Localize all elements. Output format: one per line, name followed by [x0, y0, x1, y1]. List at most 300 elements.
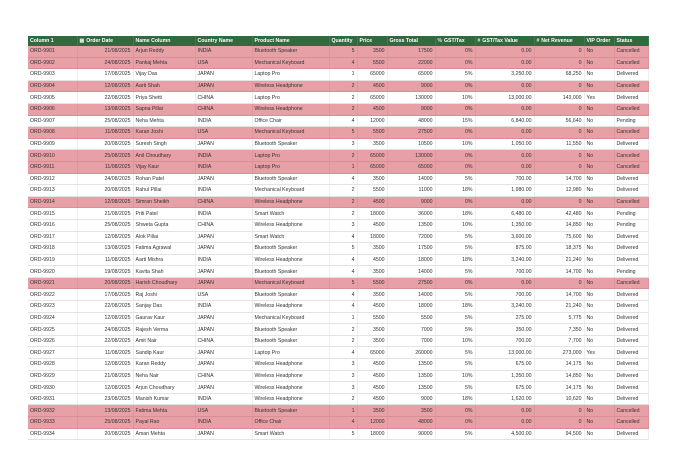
table-row[interactable]	[28, 115, 648, 127]
cell-net-revenue[interactable]: 21,240	[534, 254, 584, 266]
cell-price[interactable]: 12000	[357, 115, 387, 127]
cell-price[interactable]: 18000	[357, 428, 387, 440]
cell-gst-value[interactable]: 0.00	[475, 103, 534, 115]
cell-status[interactable]: Delivered	[614, 69, 648, 81]
cell-customer-name[interactable]: Rahul Pillai	[133, 185, 195, 197]
cell-gst-value[interactable]: 0.00	[475, 417, 534, 429]
cell-order-date[interactable]: 20/08/2025	[77, 138, 133, 150]
cell-order-id[interactable]: ORD-9903	[28, 69, 77, 81]
cell-gst-value[interactable]: 875.00	[475, 243, 534, 255]
cell-quantity[interactable]: 2	[329, 335, 357, 347]
cell-country[interactable]: INDIA	[195, 417, 252, 429]
cell-order-id[interactable]: ORD-9919	[28, 254, 77, 266]
cell-country[interactable]: JAPAN	[195, 266, 252, 278]
table-row[interactable]	[28, 347, 648, 359]
cell-customer-name[interactable]: Karan Reddy	[133, 359, 195, 371]
cell-quantity[interactable]: 4	[329, 417, 357, 429]
cell-status[interactable]: Delivered	[614, 185, 648, 197]
header-customer-name[interactable]	[133, 36, 195, 46]
cell-gst-value[interactable]: 675.00	[475, 382, 534, 394]
cell-gst-rate[interactable]: 0%	[435, 405, 475, 417]
cell-vip-order[interactable]: Yes	[584, 347, 614, 359]
cell-price[interactable]: 65000	[357, 150, 387, 162]
cell-quantity[interactable]: 5	[329, 243, 357, 255]
cell-product[interactable]: Wireless Headphone	[252, 359, 329, 371]
cell-price[interactable]: 4500	[357, 370, 387, 382]
header-status[interactable]	[614, 36, 648, 46]
cell-gst-rate[interactable]: 0%	[435, 277, 475, 289]
cell-gross-total[interactable]: 65000	[387, 161, 435, 173]
cell-order-id[interactable]: ORD-9915	[28, 208, 77, 220]
cell-country[interactable]: USA	[195, 289, 252, 301]
table-row[interactable]	[28, 161, 648, 173]
cell-gross-total[interactable]: 9000	[387, 196, 435, 208]
cell-status[interactable]: Delivered	[614, 231, 648, 243]
cell-customer-name[interactable]: Aarti Mishra	[133, 254, 195, 266]
cell-country[interactable]: JAPAN	[195, 347, 252, 359]
cell-quantity[interactable]: 4	[329, 231, 357, 243]
cell-order-id[interactable]: ORD-9907	[28, 115, 77, 127]
header-price[interactable]	[357, 36, 387, 46]
table-row[interactable]	[28, 301, 648, 313]
cell-order-id[interactable]: ORD-9929	[28, 370, 77, 382]
cell-quantity[interactable]: 2	[329, 92, 357, 104]
header-net-revenue[interactable]	[534, 36, 584, 46]
cell-product[interactable]: Wireless Headphone	[252, 393, 329, 405]
cell-net-revenue[interactable]: 14,175	[534, 359, 584, 371]
cell-gross-total[interactable]: 10500	[387, 138, 435, 150]
cell-net-revenue[interactable]: 14,700	[534, 173, 584, 185]
cell-vip-order[interactable]: No	[584, 243, 614, 255]
table-row[interactable]	[28, 127, 648, 139]
cell-gross-total[interactable]: 3500	[387, 405, 435, 417]
header-vip-order[interactable]	[584, 36, 614, 46]
cell-gst-value[interactable]: 700.00	[475, 289, 534, 301]
cell-order-date[interactable]: 12/08/2025	[77, 196, 133, 208]
cell-price[interactable]: 3500	[357, 46, 387, 57]
table-row[interactable]	[28, 150, 648, 162]
cell-net-revenue[interactable]: 14,700	[534, 266, 584, 278]
cell-gst-rate[interactable]: 0%	[435, 161, 475, 173]
cell-gst-value[interactable]: 0.00	[475, 150, 534, 162]
cell-order-date[interactable]: 25/08/2025	[77, 115, 133, 127]
cell-gst-value[interactable]: 350.00	[475, 324, 534, 336]
cell-status[interactable]: Delivered	[614, 347, 648, 359]
cell-customer-name[interactable]: Amit Nair	[133, 335, 195, 347]
cell-status[interactable]: Delivered	[614, 312, 648, 324]
cell-quantity[interactable]: 1	[329, 312, 357, 324]
cell-order-date[interactable]: 24/08/2025	[77, 324, 133, 336]
cell-net-revenue[interactable]: 0	[534, 277, 584, 289]
cell-gst-rate[interactable]: 5%	[435, 312, 475, 324]
cell-vip-order[interactable]: No	[584, 208, 614, 220]
cell-country[interactable]: JAPAN	[195, 428, 252, 440]
cell-gst-value[interactable]: 700.00	[475, 173, 534, 185]
cell-quantity[interactable]: 4	[329, 254, 357, 266]
cell-gst-rate[interactable]: 10%	[435, 92, 475, 104]
cell-quantity[interactable]: 2	[329, 150, 357, 162]
cell-status[interactable]: Delivered	[614, 335, 648, 347]
cell-product[interactable]: Laptop Pro	[252, 69, 329, 81]
cell-price[interactable]: 3500	[357, 266, 387, 278]
cell-price[interactable]: 5500	[357, 127, 387, 139]
cell-vip-order[interactable]: No	[584, 289, 614, 301]
cell-gst-rate[interactable]: 5%	[435, 69, 475, 81]
cell-order-id[interactable]: ORD-9914	[28, 196, 77, 208]
cell-vip-order[interactable]: No	[584, 405, 614, 417]
cell-quantity[interactable]: 1	[329, 405, 357, 417]
cell-customer-name[interactable]: Shweta Gupta	[133, 219, 195, 231]
cell-order-id[interactable]: ORD-9910	[28, 150, 77, 162]
cell-vip-order[interactable]: No	[584, 277, 614, 289]
cell-status[interactable]: Cancelled	[614, 150, 648, 162]
cell-gross-total[interactable]: 7000	[387, 324, 435, 336]
cell-status[interactable]: Cancelled	[614, 127, 648, 139]
cell-product[interactable]: Bluetooth Speaker	[252, 138, 329, 150]
table-row[interactable]	[28, 289, 648, 301]
cell-price[interactable]: 4500	[357, 196, 387, 208]
cell-price[interactable]: 3500	[357, 405, 387, 417]
cell-price[interactable]: 3500	[357, 173, 387, 185]
cell-gst-value[interactable]: 675.00	[475, 359, 534, 371]
cell-order-date[interactable]: 22/08/2025	[77, 301, 133, 313]
cell-country[interactable]: USA	[195, 127, 252, 139]
cell-order-id[interactable]: ORD-9923	[28, 301, 77, 313]
cell-gross-total[interactable]: 65000	[387, 69, 435, 81]
cell-order-date[interactable]: 12/08/2025	[77, 359, 133, 371]
cell-gst-rate[interactable]: 10%	[435, 219, 475, 231]
cell-status[interactable]: Cancelled	[614, 80, 648, 92]
cell-gst-rate[interactable]: 15%	[435, 115, 475, 127]
cell-price[interactable]: 5500	[357, 57, 387, 69]
cell-customer-name[interactable]: Aarti Shah	[133, 80, 195, 92]
table-row[interactable]	[28, 405, 648, 417]
cell-customer-name[interactable]: Arjun Reddy	[133, 46, 195, 57]
cell-gross-total[interactable]: 27500	[387, 127, 435, 139]
cell-vip-order[interactable]: No	[584, 428, 614, 440]
table-row[interactable]	[28, 324, 648, 336]
cell-gst-rate[interactable]: 0%	[435, 103, 475, 115]
cell-quantity[interactable]: 1	[329, 69, 357, 81]
cell-quantity[interactable]: 4	[329, 266, 357, 278]
cell-country[interactable]: CHINA	[195, 103, 252, 115]
cell-gst-value[interactable]: 0.00	[475, 277, 534, 289]
cell-gst-rate[interactable]: 5%	[435, 359, 475, 371]
cell-country[interactable]: JAPAN	[195, 312, 252, 324]
cell-vip-order[interactable]: No	[584, 359, 614, 371]
cell-order-id[interactable]: ORD-9932	[28, 405, 77, 417]
cell-customer-name[interactable]: Sapna Pillai	[133, 103, 195, 115]
cell-vip-order[interactable]: No	[584, 196, 614, 208]
cell-quantity[interactable]: 3	[329, 370, 357, 382]
cell-price[interactable]: 4500	[357, 393, 387, 405]
cell-status[interactable]: Delivered	[614, 289, 648, 301]
cell-gross-total[interactable]: 14000	[387, 173, 435, 185]
table-row[interactable]	[28, 312, 648, 324]
cell-quantity[interactable]: 2	[329, 103, 357, 115]
cell-customer-name[interactable]: Payal Rao	[133, 417, 195, 429]
cell-price[interactable]: 4500	[357, 219, 387, 231]
cell-product[interactable]: Mechanical Keyboard	[252, 127, 329, 139]
cell-country[interactable]: CHINA	[195, 196, 252, 208]
cell-gst-value[interactable]: 700.00	[475, 335, 534, 347]
cell-status[interactable]: Delivered	[614, 370, 648, 382]
cell-vip-order[interactable]: No	[584, 161, 614, 173]
cell-status[interactable]: Cancelled	[614, 405, 648, 417]
cell-product[interactable]: Laptop Pro	[252, 347, 329, 359]
cell-order-id[interactable]: ORD-9911	[28, 161, 77, 173]
cell-order-date[interactable]: 11/08/2025	[77, 254, 133, 266]
cell-quantity[interactable]: 2	[329, 80, 357, 92]
cell-gross-total[interactable]: 7000	[387, 335, 435, 347]
cell-gross-total[interactable]: 9000	[387, 393, 435, 405]
cell-order-date[interactable]: 13/08/2025	[77, 103, 133, 115]
cell-net-revenue[interactable]: 11,550	[534, 138, 584, 150]
cell-customer-name[interactable]: Simran Sheikh	[133, 196, 195, 208]
cell-gross-total[interactable]: 14000	[387, 289, 435, 301]
cell-vip-order[interactable]: No	[584, 417, 614, 429]
cell-gst-value[interactable]: 6,480.00	[475, 208, 534, 220]
cell-order-id[interactable]: ORD-9902	[28, 57, 77, 69]
cell-product[interactable]: Office Chair	[252, 115, 329, 127]
cell-gross-total[interactable]: 9000	[387, 80, 435, 92]
cell-net-revenue[interactable]: 14,850	[534, 370, 584, 382]
cell-vip-order[interactable]: No	[584, 138, 614, 150]
table-row[interactable]	[28, 80, 648, 92]
cell-vip-order[interactable]: No	[584, 185, 614, 197]
cell-gst-rate[interactable]: 0%	[435, 196, 475, 208]
cell-net-revenue[interactable]: 7,700	[534, 335, 584, 347]
cell-net-revenue[interactable]: 143,000	[534, 92, 584, 104]
cell-country[interactable]: JAPAN	[195, 243, 252, 255]
cell-net-revenue[interactable]: 0	[534, 103, 584, 115]
cell-product[interactable]: Smart Watch	[252, 208, 329, 220]
cell-quantity[interactable]: 2	[329, 324, 357, 336]
cell-country[interactable]: CHINA	[195, 219, 252, 231]
cell-order-date[interactable]: 12/08/2025	[77, 80, 133, 92]
cell-gst-rate[interactable]: 0%	[435, 57, 475, 69]
cell-net-revenue[interactable]: 5,775	[534, 312, 584, 324]
cell-country[interactable]: INDIA	[195, 185, 252, 197]
table-row[interactable]	[28, 138, 648, 150]
cell-quantity[interactable]: 5	[329, 127, 357, 139]
cell-country[interactable]: JAPAN	[195, 80, 252, 92]
cell-quantity[interactable]: 4	[329, 301, 357, 313]
table-row[interactable]	[28, 243, 648, 255]
cell-gst-value[interactable]: 0.00	[475, 161, 534, 173]
header-gst-value[interactable]	[475, 36, 534, 46]
cell-order-date[interactable]: 12/08/2025	[77, 231, 133, 243]
header-gst-rate[interactable]	[435, 36, 475, 46]
cell-net-revenue[interactable]: 10,620	[534, 393, 584, 405]
table-row[interactable]	[28, 231, 648, 243]
cell-order-date[interactable]: 20/08/2025	[77, 185, 133, 197]
cell-status[interactable]: Pending	[614, 219, 648, 231]
cell-net-revenue[interactable]: 0	[534, 405, 584, 417]
cell-order-id[interactable]: ORD-9901	[28, 46, 77, 57]
cell-price[interactable]: 3500	[357, 243, 387, 255]
cell-net-revenue[interactable]: 14,175	[534, 382, 584, 394]
cell-customer-name[interactable]: Neha Nair	[133, 370, 195, 382]
cell-customer-name[interactable]: Priti Patel	[133, 208, 195, 220]
cell-gst-value[interactable]: 1,620.00	[475, 393, 534, 405]
cell-product[interactable]: Bluetooth Speaker	[252, 335, 329, 347]
table-row[interactable]	[28, 103, 648, 115]
cell-gross-total[interactable]: 13500	[387, 359, 435, 371]
cell-gst-value[interactable]: 13,000.00	[475, 92, 534, 104]
cell-quantity[interactable]: 4	[329, 173, 357, 185]
cell-order-id[interactable]: ORD-9928	[28, 359, 77, 371]
cell-status[interactable]: Delivered	[614, 428, 648, 440]
cell-customer-name[interactable]: Raj Joshi	[133, 289, 195, 301]
cell-net-revenue[interactable]: 0	[534, 80, 584, 92]
cell-product[interactable]: Mechanical Keyboard	[252, 185, 329, 197]
cell-net-revenue[interactable]: 0	[534, 46, 584, 57]
cell-customer-name[interactable]: Fatima Agrawal	[133, 243, 195, 255]
cell-gst-value[interactable]: 1,350.00	[475, 370, 534, 382]
cell-quantity[interactable]: 5	[329, 428, 357, 440]
cell-net-revenue[interactable]: 56,640	[534, 115, 584, 127]
cell-order-id[interactable]: ORD-9931	[28, 393, 77, 405]
cell-status[interactable]: Delivered	[614, 92, 648, 104]
cell-gst-rate[interactable]: 5%	[435, 266, 475, 278]
cell-net-revenue[interactable]: 68,250	[534, 69, 584, 81]
cell-price[interactable]: 65000	[357, 161, 387, 173]
cell-vip-order[interactable]: No	[584, 266, 614, 278]
cell-vip-order[interactable]: No	[584, 150, 614, 162]
cell-customer-name[interactable]: Neha Mehta	[133, 115, 195, 127]
cell-order-id[interactable]: ORD-9912	[28, 173, 77, 185]
cell-product[interactable]: Bluetooth Speaker	[252, 173, 329, 185]
cell-gross-total[interactable]: 90000	[387, 428, 435, 440]
cell-product[interactable]: Wireless Headphone	[252, 382, 329, 394]
cell-order-date[interactable]: 22/08/2025	[77, 92, 133, 104]
cell-vip-order[interactable]: No	[584, 254, 614, 266]
cell-status[interactable]: Delivered	[614, 173, 648, 185]
cell-gst-rate[interactable]: 5%	[435, 382, 475, 394]
cell-order-id[interactable]: ORD-9922	[28, 289, 77, 301]
cell-gst-value[interactable]: 1,350.00	[475, 219, 534, 231]
cell-vip-order[interactable]: No	[584, 57, 614, 69]
cell-order-date[interactable]: 20/08/2025	[77, 428, 133, 440]
cell-status[interactable]: Cancelled	[614, 277, 648, 289]
cell-gst-rate[interactable]: 5%	[435, 243, 475, 255]
cell-vip-order[interactable]: No	[584, 173, 614, 185]
cell-product[interactable]: Mechanical Keyboard	[252, 57, 329, 69]
cell-country[interactable]: INDIA	[195, 254, 252, 266]
cell-customer-name[interactable]: Vijay Das	[133, 69, 195, 81]
cell-net-revenue[interactable]: 94,500	[534, 428, 584, 440]
cell-order-id[interactable]: ORD-9920	[28, 266, 77, 278]
cell-quantity[interactable]: 3	[329, 359, 357, 371]
table-row[interactable]	[28, 208, 648, 220]
cell-gst-value[interactable]: 0.00	[475, 80, 534, 92]
cell-product[interactable]: Laptop Pro	[252, 150, 329, 162]
table-row[interactable]	[28, 417, 648, 429]
cell-customer-name[interactable]: Kavita Shah	[133, 266, 195, 278]
cell-quantity[interactable]: 4	[329, 115, 357, 127]
cell-gst-rate[interactable]: 18%	[435, 185, 475, 197]
cell-quantity[interactable]: 3	[329, 219, 357, 231]
cell-vip-order[interactable]: No	[584, 370, 614, 382]
cell-order-id[interactable]: ORD-9921	[28, 277, 77, 289]
cell-order-id[interactable]: ORD-9916	[28, 219, 77, 231]
cell-order-date[interactable]: 11/08/2025	[77, 161, 133, 173]
cell-gst-rate[interactable]: 5%	[435, 231, 475, 243]
cell-order-id[interactable]: ORD-9926	[28, 335, 77, 347]
cell-net-revenue[interactable]: 273,000	[534, 347, 584, 359]
cell-order-id[interactable]: ORD-9906	[28, 103, 77, 115]
cell-gst-value[interactable]: 13,000.00	[475, 347, 534, 359]
cell-gst-rate[interactable]: 18%	[435, 208, 475, 220]
table-row[interactable]	[28, 382, 648, 394]
cell-order-date[interactable]: 13/08/2025	[77, 405, 133, 417]
cell-country[interactable]: JAPAN	[195, 359, 252, 371]
cell-gst-value[interactable]: 3,240.00	[475, 254, 534, 266]
cell-net-revenue[interactable]: 0	[534, 417, 584, 429]
cell-product[interactable]: Wireless Headphone	[252, 80, 329, 92]
header-order-id[interactable]	[28, 36, 77, 46]
cell-price[interactable]: 4500	[357, 382, 387, 394]
cell-net-revenue[interactable]: 12,980	[534, 185, 584, 197]
cell-price[interactable]: 4500	[357, 103, 387, 115]
cell-vip-order[interactable]: Yes	[584, 92, 614, 104]
cell-order-id[interactable]: ORD-9918	[28, 243, 77, 255]
cell-country[interactable]: INDIA	[195, 46, 252, 57]
cell-order-date[interactable]: 22/08/2025	[77, 335, 133, 347]
cell-product[interactable]: Bluetooth Speaker	[252, 289, 329, 301]
cell-customer-name[interactable]: Arjun Choudhary	[133, 382, 195, 394]
cell-customer-name[interactable]: Gaurav Kaur	[133, 312, 195, 324]
cell-country[interactable]: JAPAN	[195, 277, 252, 289]
cell-vip-order[interactable]: No	[584, 382, 614, 394]
cell-product[interactable]: Laptop Pro	[252, 161, 329, 173]
cell-price[interactable]: 65000	[357, 347, 387, 359]
cell-product[interactable]: Smart Watch	[252, 231, 329, 243]
cell-gst-rate[interactable]: 0%	[435, 127, 475, 139]
cell-quantity[interactable]: 2	[329, 196, 357, 208]
cell-gst-rate[interactable]: 5%	[435, 324, 475, 336]
cell-order-id[interactable]: ORD-9930	[28, 382, 77, 394]
cell-price[interactable]: 4500	[357, 301, 387, 313]
cell-price[interactable]: 3500	[357, 335, 387, 347]
cell-country[interactable]: INDIA	[195, 115, 252, 127]
cell-gross-total[interactable]: 48000	[387, 417, 435, 429]
cell-net-revenue[interactable]: 0	[534, 150, 584, 162]
cell-order-date[interactable]: 25/08/2025	[77, 417, 133, 429]
cell-status[interactable]: Cancelled	[614, 417, 648, 429]
cell-gst-rate[interactable]: 0%	[435, 80, 475, 92]
cell-gross-total[interactable]: 48000	[387, 115, 435, 127]
cell-order-date[interactable]: 11/08/2025	[77, 347, 133, 359]
cell-price[interactable]: 65000	[357, 69, 387, 81]
cell-price[interactable]: 5500	[357, 277, 387, 289]
cell-product[interactable]: Mechanical Keyboard	[252, 277, 329, 289]
table-row[interactable]	[28, 254, 648, 266]
cell-product[interactable]: Bluetooth Speaker	[252, 243, 329, 255]
cell-gst-value[interactable]: 1,050.00	[475, 138, 534, 150]
cell-vip-order[interactable]: No	[584, 312, 614, 324]
cell-order-date[interactable]: 25/08/2025	[77, 150, 133, 162]
cell-gross-total[interactable]: 14000	[387, 266, 435, 278]
cell-order-id[interactable]: ORD-9904	[28, 80, 77, 92]
cell-price[interactable]: 65000	[357, 92, 387, 104]
table-row[interactable]	[28, 69, 648, 81]
cell-gst-rate[interactable]: 10%	[435, 138, 475, 150]
cell-product[interactable]: Bluetooth Speaker	[252, 324, 329, 336]
cell-status[interactable]: Cancelled	[614, 103, 648, 115]
cell-gst-value[interactable]: 700.00	[475, 266, 534, 278]
